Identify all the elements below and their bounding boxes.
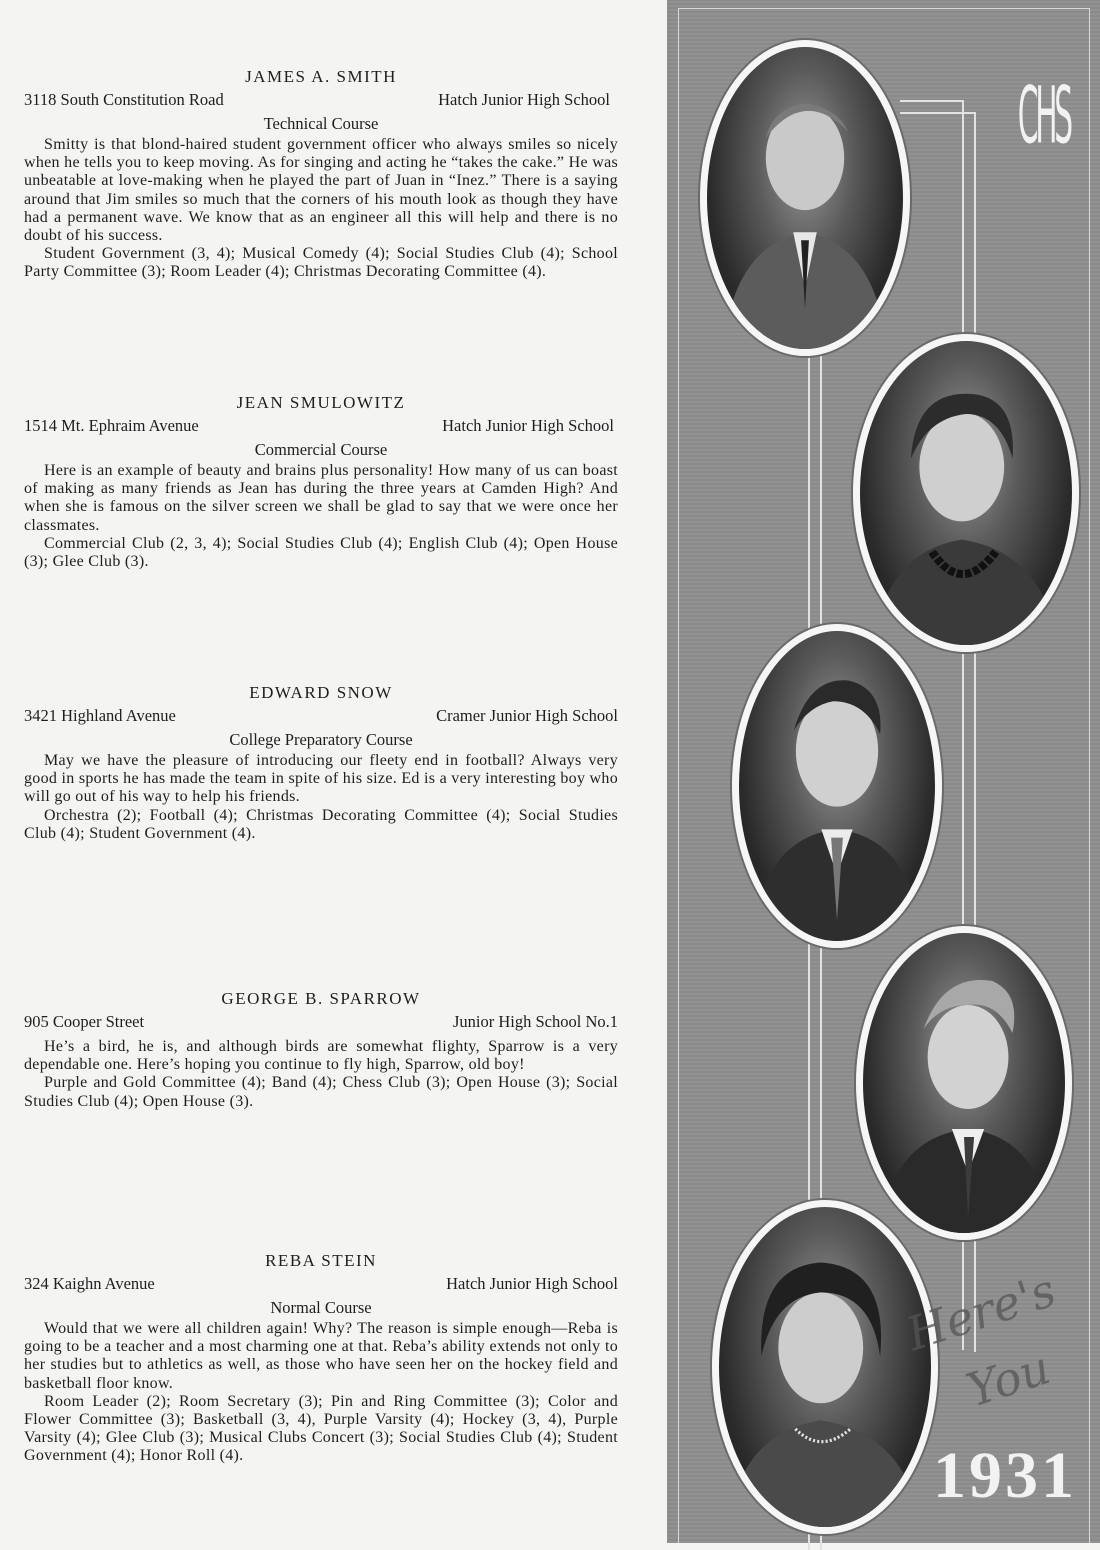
student-name: JEAN SMULOWITZ: [236, 393, 406, 412]
portrait-george-sparrow: [856, 926, 1072, 1240]
portrait-reba-stein: [712, 1200, 938, 1534]
student-activities: Room Leader (2); Room Secretary (3); Pin and Ring Committee (3); Color and Flower Committee (3); Basketball (3, 4), Purple Varsity (4); Hockey (3, 4), Purple Varsity (4); Glee Club (3); Musical Clubs Concert (3); Social Studies Club (4); Student Government (4); Honor Roll (4).: [24, 1392, 618, 1465]
address-line: [24, 1010, 618, 1034]
home-address: 3118 South Constitution Road: [24, 90, 224, 109]
student-activities: Student Government (3, 4); Musical Comedy (4); Social Studies Club (4); School Party Committee (3); Room Leader (4); Christmas Decorating Committee (4).: [24, 245, 618, 281]
student-name: GEORGE B. SPARROW: [221, 989, 421, 1008]
entry-george-sparrow: [24, 988, 618, 1111]
student-activities: Purple and Gold Committee (4); Band (4); Chess Club (3); Open House (3); Social Studies Club (4); Open House (3).: [24, 1074, 618, 1110]
student-bio: May we have the pleasure of introducing our fleety end in football? Always very good in sports he has made the team in spite of his size. Ed is a very interesting boy who will go out of his way to help his friends.: [24, 752, 618, 806]
course-name: Commercial Course: [254, 440, 388, 459]
junior-high-school: Hatch Junior High School: [446, 1274, 618, 1293]
student-activities: Commercial Club (2, 3, 4); Social Studies Club (4); English Club (4); Open House (3); Glee Club (3).: [24, 534, 618, 571]
address-line: [24, 1272, 618, 1296]
home-address: 1514 Mt. Ephraim Avenue: [24, 416, 199, 435]
course-name: College Preparatory Course: [229, 730, 413, 749]
entry-james-smith: [24, 66, 618, 282]
person-silhouette-icon: [739, 631, 935, 941]
entry-edward-snow: [24, 682, 618, 843]
panel-rule: [900, 112, 976, 114]
course-name: Normal Course: [270, 1298, 372, 1317]
address-line: [24, 704, 618, 728]
address-line: [24, 88, 618, 112]
school-monogram: CHS: [1017, 70, 1070, 162]
entry-reba-stein: [24, 1250, 618, 1466]
person-silhouette-icon: [863, 933, 1065, 1233]
junior-high-school: Junior High School No.1: [453, 1012, 618, 1031]
student-bio: Would that we were all children again! Why? The reason is simple enough—Reba is going to be a teacher and a most charming one at that. Reba’s ability extends not only to her studies but to athletics as well, as those who have seen her on the hockey field and basketball floor know.: [24, 1320, 618, 1392]
person-silhouette-icon: [707, 47, 903, 349]
portrait-edward-snow: [732, 624, 942, 948]
inscription-line: You: [960, 1340, 1057, 1418]
student-name: REBA STEIN: [265, 1251, 377, 1270]
class-year: 1931: [933, 1439, 1077, 1512]
inscription-line: Here's: [899, 1262, 1062, 1362]
student-activities: Orchestra (2); Football (4); Christmas Decorating Committee (4); Social Studies Club (4); Student Government (4).: [24, 806, 618, 842]
person-silhouette-icon: [719, 1207, 931, 1527]
student-name: JAMES A. SMITH: [245, 67, 397, 86]
entry-jean-smulowitz: [24, 392, 618, 571]
student-bio: Smitty is that blond-haired student government officer who always smiles so nicely when he tells you to keep moving. As for singing and acting he “takes the cake.” He was unbeatable at love-making when he played the part of Juan in “Inez.” There is a saying around that Jim smiles so much that the corners of his mouth look as though they have had a permanent wave. We know that as an engineer all this will help and there is no doubt of his success.: [24, 136, 618, 245]
panel-rule: [900, 100, 964, 102]
home-address: 3421 Highland Avenue: [24, 706, 176, 725]
address-line: [24, 414, 618, 438]
junior-high-school: Hatch Junior High School: [442, 416, 614, 435]
text-column: [24, 0, 618, 1543]
course-name: Technical Course: [263, 114, 379, 133]
student-name: EDWARD SNOW: [249, 683, 393, 702]
portrait-james-smith: [700, 40, 910, 356]
junior-high-school: Hatch Junior High School: [438, 90, 610, 109]
home-address: 324 Kaighn Avenue: [24, 1274, 155, 1293]
person-silhouette-icon: [860, 341, 1072, 645]
student-bio: Here is an example of beauty and brains plus personality! How many of us can boast of making as many friends as Jean has during the three years at Camden High? And when she is famous on the silver screen we shall be glad to say that we were once her classmates.: [24, 462, 618, 534]
home-address: 905 Cooper Street: [24, 1012, 145, 1031]
junior-high-school: Cramer Junior High School: [436, 706, 618, 725]
portrait-jean-smulowitz: [853, 334, 1079, 652]
student-bio: He’s a bird, he is, and although birds are somewhat flighty, Sparrow is a very dependable one. Here’s hoping you continue to fly high, Sparrow, old boy!: [24, 1038, 618, 1074]
